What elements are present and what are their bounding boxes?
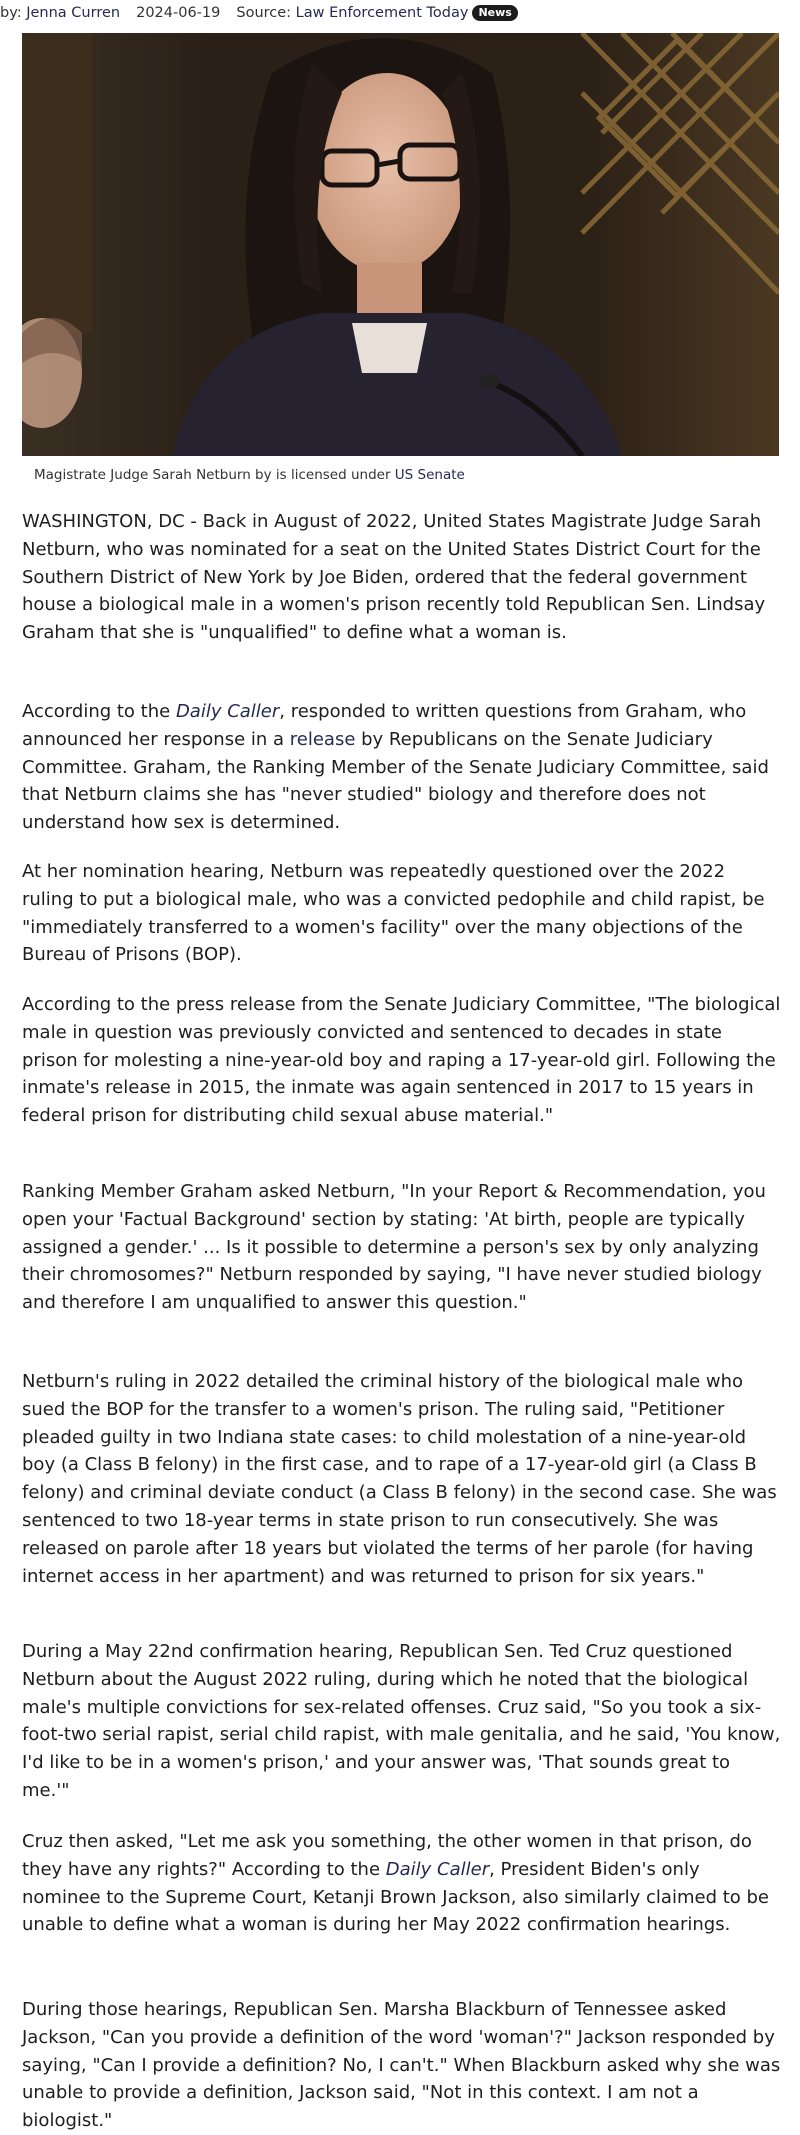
article-meta (0, 0, 800, 26)
paragraph-6: Netburn's ruling in 2022 detailed the criminal history of the biological male who sued the BOP for the transfer to a women's prison. The ruling said, "Petitioner pleaded guilty in two Indiana state cases: to child molestation of a nine-year-old boy (a Class B felony) in the first case, and to rape of a 17-year-old girl (a Class B felony) and criminal deviate conduct (a Class B felony) in the second case. She was sentenced to two 18-year terms in state prison to run consecutively. She was released on parole after 18 years but violated the terms of her parole (for having internet access in her apartment) and was returned to prison for six years." (22, 1371, 777, 1587)
paragraph-1: WASHINGTON, DC - Back in August of 2022, United States Magistrate Judge Sarah Netburn, who was nominated for a seat on the United States District Court for the Southern District of New York by Joe Biden, ordered that the federal government house a biological male in a women's prison recently told Republican Sen. Lindsay Graham that she is "unqualified" to define what a woman is. (22, 511, 766, 644)
author-link[interactable]: Jenna Curren (26, 5, 121, 21)
paragraph-5: Ranking Member Graham asked Netburn, "In your Report & Recommendation, you open your 'Factual Background' section by stating: 'At birth, people are typically assigned a gender.' ... Is it possible to determine a person's sex by only analyzing their chromosomes?" Netburn responded by saying, "I have never studied biology and therefore I am unqualified to answer this question." (22, 1181, 766, 1314)
paragraph-7: During a May 22nd confirmation hearing, Republican Sen. Ted Cruz questioned Netburn about the August 2022 ruling, during which he noted that the biological male's multiple convictions for sex-related offenses. Cruz said, "So you took a six-foot-two serial rapist, serial child rapist, with male genitalia, and he said, 'You know, I'd like to be in a women's prison,' and your answer was, 'That sounds great to me.'" (22, 1641, 781, 1801)
daily-caller-link[interactable]: Daily Caller (175, 701, 280, 722)
source: Source: Law Enforcement Today (236, 5, 469, 21)
paragraph-4: According to the press release from the Senate Judiciary Committee, "The biological male in question was previously convicted and sentenced to decades in state prison for molesting a nine-year-old boy and raping a 17-year-old girl. Following the inmate's release in 2015, the inmate was again sentenced in 2017 to 15 years in federal prison for distributing child sexual abuse material." (22, 994, 781, 1127)
paragraph-8: Cruz then asked, "Let me ask you something, the other women in that prison, do they have any rights?" According to the Daily Caller, President Biden's only nominee to the Supreme Court, Ketanji Brown Jackson, also similarly claimed to be unable to define what a woman is during her May 2022 confirmation hearings. (22, 1831, 770, 1936)
paragraph-3: At her nomination hearing, Netburn was repeatedly questioned over the 2022 ruling to put a biological male, who was a convicted pedophile and child rapist, be "immediately transferred to a women's facility" over the many objections of the Bureau of Prisons (BOP). (22, 861, 765, 966)
paragraph-2: According to the Daily Caller, responded to written questions from Graham, who announced her response in a release by Republicans on the Senate Judiciary Committee. Graham, the Ranking Member of the Senate Judiciary Committee, said that Netburn claims she has "never studied" biology and therefore does not understand how sex is determined. (22, 701, 769, 834)
photo-caption: Magistrate Judge Sarah Netburn by is licensed under US Senate (34, 467, 465, 483)
caption-license-link[interactable]: US Senate (394, 467, 465, 483)
publish-date: 2024-06-19 (136, 5, 221, 21)
hero-photo (22, 33, 779, 456)
hero-photo-illustration (22, 33, 779, 456)
news-badge: News (472, 5, 517, 21)
source-link[interactable]: Law Enforcement Today (295, 5, 469, 21)
paragraph-9: During those hearings, Republican Sen. Marsha Blackburn of Tennessee asked Jackson, "Can you provide a definition of the word 'woman'?" Jackson responded by saying, "Can I provide a definition? No, I can't." When Blackburn asked why she was unable to provide a definition, Jackson said, "Not in this context. I am not a biologist." (22, 1999, 781, 2132)
daily-caller-link-2[interactable]: Daily Caller (385, 1858, 490, 1880)
release-link[interactable]: release (289, 728, 356, 750)
byline: by: Jenna Curren (0, 5, 121, 21)
